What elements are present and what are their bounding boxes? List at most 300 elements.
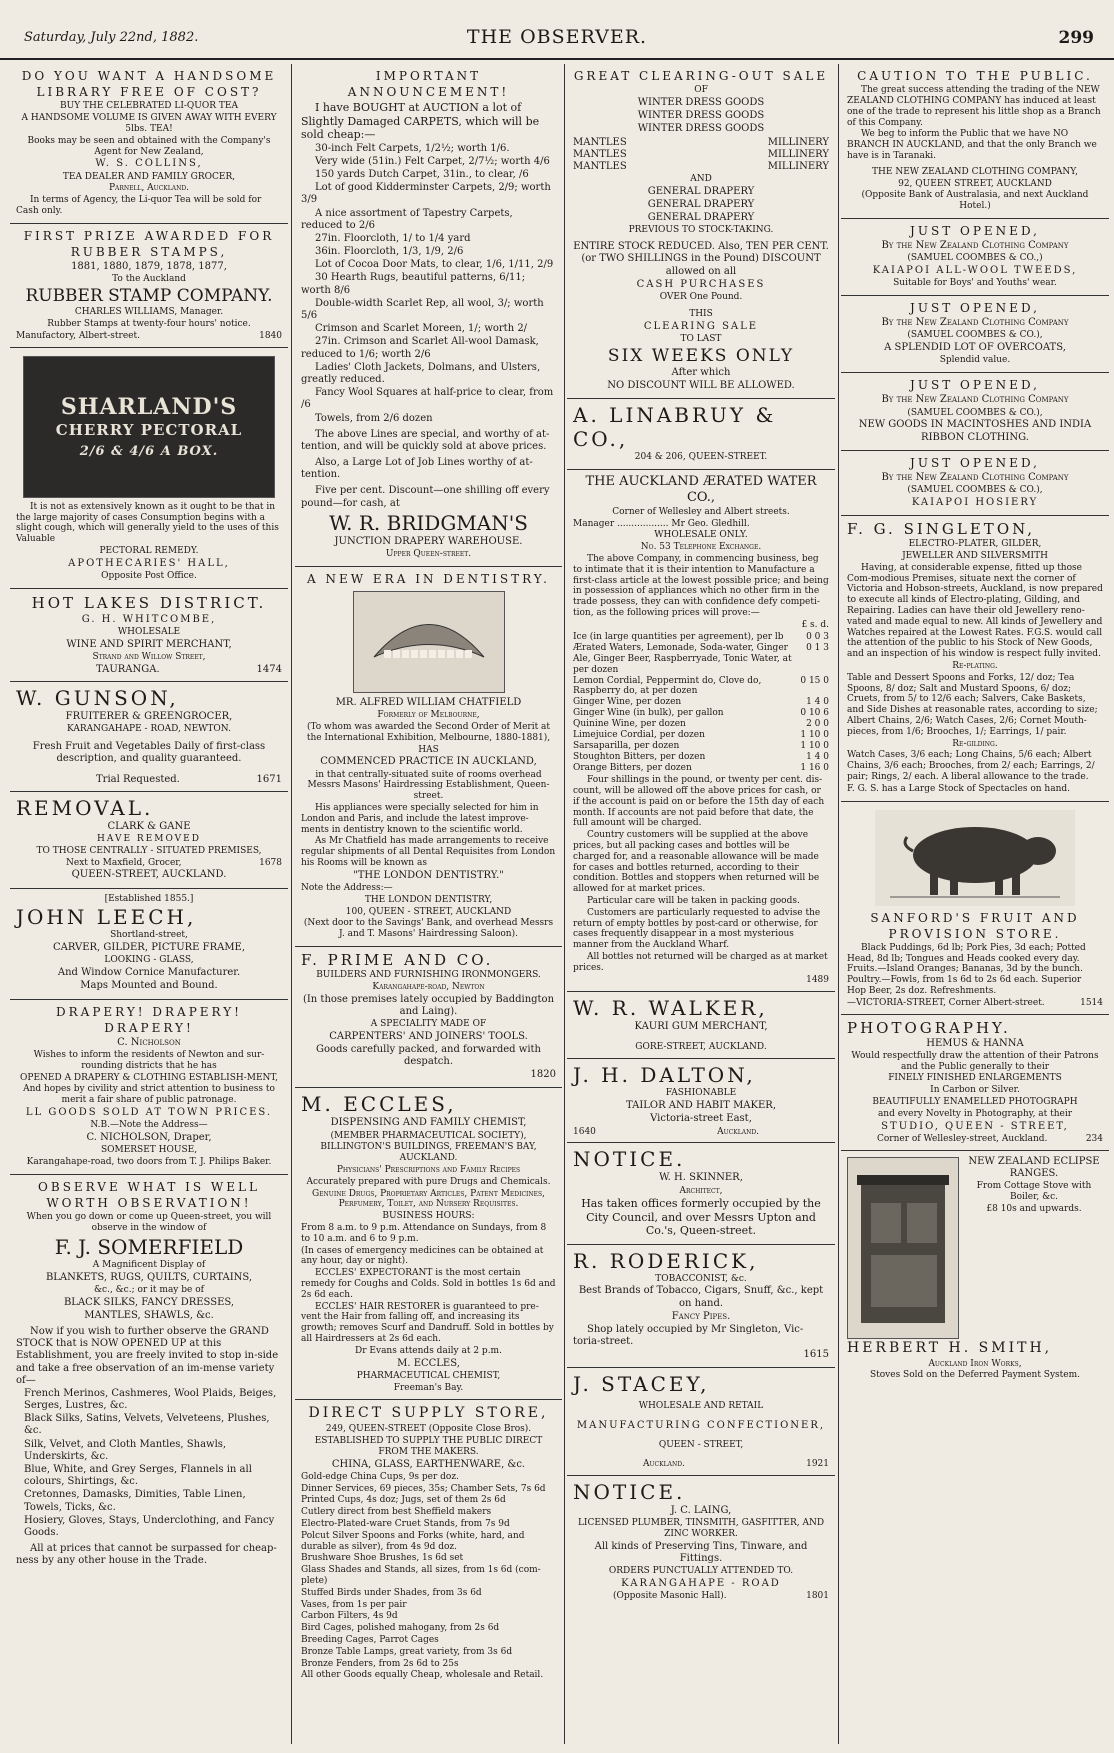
ad-line: BLANKETS, RUGS, QUILTS, CURTAINS,	[45, 1271, 253, 1283]
ad-line: (In those premises lately occupied by Baddington and Laing).	[302, 993, 555, 1017]
advertiser-name: J. C. LAING,	[670, 1505, 732, 1517]
price-value: 0 15 0	[800, 675, 829, 686]
ad-line: COMMENCED PRACTICE IN AUCKLAND,	[320, 756, 537, 768]
ad-list-item: Bronze Fenders, from 2s 6d to 25s	[301, 1658, 459, 1669]
ad-list-item: Gold-edge China Cups, 9s per doz.	[301, 1471, 459, 1482]
ad-list-item: Bronze Table Lamps, great variety, from 3s 6d	[301, 1646, 513, 1657]
ad-line: WINE AND SPIRIT MERCHANT,	[66, 639, 232, 651]
price-value: 1 4 0	[806, 697, 829, 708]
ad-sanford	[841, 802, 1109, 1015]
ad-line: From 8 a.m. to 9 p.m. Attendance on Sundays, from 8 to 10 a.m. and 6 to 9 p.m.	[301, 1223, 547, 1244]
ad-line: Would respectfully draw the attention of their Patrons and the Public generally to their	[851, 1050, 1099, 1072]
ad-line: PECTORAL REMEDY.	[99, 546, 199, 557]
ad-leech	[10, 889, 288, 1000]
ad-list-item: 150 yards Dutch Carpet, 31in., to clear, /6	[315, 168, 529, 180]
price-item: Quinine Wine, per dozen	[573, 719, 686, 730]
ad-heading: JUST OPENED,	[910, 378, 1040, 393]
table-row	[573, 643, 829, 676]
ad-line: WHOLESALE AND RETAIL	[638, 1401, 764, 1412]
masthead	[0, 0, 1114, 60]
ad-list-item: French Merinos, Cashmeres, Wool Plaids, Beiges, Serges, Lustres, &c.	[24, 1387, 277, 1412]
ad-list-item: 30-inch Felt Carpets, 1/2½; worth 1/6.	[315, 142, 510, 154]
ad-number: 1514	[1080, 997, 1103, 1008]
ad-list-item: Ladies' Cloth Jackets, Dolmans, and Ulsters, greatly reduced.	[301, 361, 541, 385]
ad-footer	[16, 331, 282, 342]
ad-line: (SAMUEL COOMBES & CO.),	[907, 407, 1043, 418]
ad-line: Black Puddings, 6d lb; Pork Pies, 3d each; Potted Head, 8d lb; Tongues and Heads cooked every day. Fruits.—Island Oranges; Bananas, 3d by the bunch. Poultry.—Fowls, from 1s 6d to 2s 6d each. Superior Hop Beer, 2s doz. Refreshments.	[847, 942, 1086, 997]
ad-line: KARANGAHAPE - ROAD	[621, 1577, 781, 1589]
ad-line: C. NICHOLSON, Draper,	[86, 1132, 212, 1144]
ad-pair-row	[573, 137, 829, 149]
ad-line: WINTER DRESS GOODS	[637, 123, 765, 135]
ad-line: WHOLESALE	[117, 627, 181, 638]
ad-line: Dr Evans attends daily at 2 p.m.	[355, 1345, 502, 1356]
ad-line: FINELY FINISHED ENLARGEMENTS	[888, 1073, 1062, 1084]
ad-heading: JUST OPENED,	[910, 301, 1040, 316]
ad-just-opened-2	[841, 296, 1109, 373]
ad-removal	[10, 792, 288, 889]
ad-line: MANTLES	[573, 160, 627, 172]
label-text: SHARLAND'S	[60, 394, 238, 421]
ad-line: Stoves Sold on the Deferred Payment System.	[869, 1370, 1081, 1381]
price-table	[573, 632, 829, 775]
price-columns: £ s. d.	[801, 619, 829, 630]
table-row	[573, 632, 829, 643]
ad-heading: IMPORTANT ANNOUNCEMENT!	[347, 69, 510, 100]
ad-footer	[573, 1127, 829, 1138]
ad-line: 249, QUEEN-STREET (Opposite Close Bros).	[325, 1424, 532, 1435]
ad-line: FRUITERER & GREENGROCER,	[65, 711, 233, 723]
ad-just-opened-3	[841, 373, 1109, 451]
ad-line: CASH PURCHASES	[636, 278, 766, 290]
ad-line: Five per cent. Discount—one shilling off every pound—for cash, at	[301, 485, 550, 509]
ad-line: MILLINERY	[767, 136, 829, 148]
ad-number: 1678	[259, 857, 282, 868]
ad-heading: JUST OPENED,	[910, 455, 1040, 470]
ad-heading: NEW ZEALAND ECLIPSE RANGES.	[968, 1155, 1100, 1179]
ad-skinner	[567, 1143, 835, 1244]
ad-heading: HERBERT H. SMITH,	[847, 1339, 1053, 1356]
ad-list-item: Crimson and Scarlet Moreen, 1/; worth 2/	[315, 323, 528, 335]
ad-line: THE LONDON DENTISTRY,	[364, 894, 493, 905]
price-item: Ice (in large quantities per agreement), per lb	[573, 631, 784, 642]
ad-line: NO DISCOUNT WILL BE ALLOWED.	[607, 380, 795, 392]
ad-line: Table and Dessert Spoons and Forks, 12/ doz; Tea Spoons, 8/ doz; Salt and Mustard Spoons, 6/ doz; Cruets, from 5/ to 12/6 each; Salvers, Cake Baskets, and Side Dishes at reasonable rates, according to size; Albert Chains, 2/6; Watch Cases, 2/6; Cornet Mouth-pieces, from 1/6; Brooches, 1/; Earrings, 1/ pair.	[847, 672, 1098, 737]
ad-line: CHARLES WILLIAMS, Manager.	[74, 307, 224, 318]
ad-heading: PHOTOGRAPHY.	[847, 1018, 1011, 1037]
price-value: 1 4 0	[806, 752, 829, 763]
ad-heading: NOTICE.	[573, 1147, 686, 1172]
ad-number: 1489	[806, 974, 829, 985]
ad-line: LL GOODS SOLD AT TOWN PRICES.	[25, 1107, 273, 1119]
ad-line: [Established 1855.]	[104, 893, 194, 904]
ad-line: KAIAPOI ALL-WOOL TWEEDS,	[872, 265, 1078, 277]
ad-footer	[16, 858, 282, 869]
ad-number: 234	[1085, 1133, 1103, 1144]
ad-heading: THE AUCKLAND ÆRATED WATER CO.,	[585, 474, 817, 506]
ad-list-item: Lot of Cocoa Door Mats, to clear, 1/6, 1/11, 2/9	[315, 259, 554, 271]
ad-heading: JUST OPENED,	[910, 223, 1040, 238]
ad-line: The above Company, in commencing business, beg to intimate that it is their intention to Manufacture a first-class article at the lowest possible price; and being in possession of appliances which no other firm in the trade possess, they can with confidence defy competi-tion, as the following prices will prove:—	[573, 554, 829, 619]
ad-line: OPENED A DRAPERY & CLOTHING ESTABLISH-MENT,	[20, 1072, 278, 1083]
column-3	[567, 64, 835, 1744]
ad-line: &c., &c.; or it may be of	[94, 1284, 204, 1295]
ad-heading: R. RODERICK,	[573, 1248, 759, 1273]
ad-line: In terms of Agency, the Li-quor Tea will be sold for Cash only.	[16, 195, 262, 216]
ad-line: and every Novelty in Photography, at their	[877, 1108, 1073, 1119]
ad-line: Books may be seen and obtained with the Company's Agent for New Zealand,	[27, 135, 271, 157]
page-number: 299	[1058, 28, 1094, 48]
price-item: Ginger Wine, per dozen	[573, 697, 682, 708]
ad-heading: F. G. SINGLETON,	[847, 520, 1036, 539]
advertiser-name: G. H. WHITCOMBE,	[81, 614, 217, 626]
ad-line: PREVIOUS TO STOCK-TAKING.	[628, 225, 774, 236]
ad-line: Suitable for Boys' and Youths' wear.	[893, 278, 1057, 289]
ad-line: Rubber Stamps at twenty-four hours' notice.	[47, 319, 251, 330]
column-1	[10, 64, 288, 1744]
ad-walker	[567, 992, 835, 1059]
ad-line: When you go down or come up Queen-street, you will observe in the window of	[26, 1212, 272, 1233]
ad-direct-supply	[295, 1400, 562, 1687]
eclipse-top	[847, 1155, 1103, 1339]
ad-line: N.B.—Note the Address—	[90, 1120, 208, 1131]
ad-heading: LIBRARY FREE OF COST?	[36, 85, 262, 100]
column-rule	[564, 64, 565, 1744]
ad-line: WINTER DRESS GOODS	[637, 96, 765, 108]
issue-date: Saturday, July 22nd, 1882.	[24, 30, 199, 45]
ad-heading: M. ECCLES,	[301, 1092, 457, 1117]
ad-line: Wishes to inform the residents of Newton and sur-rounding districts that he has	[33, 1050, 265, 1071]
denture-illustration	[353, 591, 505, 693]
ad-list-item: Blue, White, and Grey Serges, Flannels in all colours, Shirtings, &c.	[24, 1464, 252, 1488]
ad-line: AND	[690, 174, 712, 185]
ad-line: LOOKING - GLASS,	[104, 955, 194, 966]
ad-heading: SIX WEEKS ONLY	[607, 345, 795, 366]
ad-heading: F. PRIME AND CO.	[301, 950, 494, 969]
ad-line: Upper Queen-street.	[385, 549, 472, 560]
ad-line: Best Brands of Tobacco, Cigars, Snuff, &c., kept on hand.	[578, 1285, 824, 1309]
column-rule	[838, 64, 839, 1744]
ad-line: All bottles not returned will be charged as at market prices.	[573, 951, 828, 973]
ad-line: Re-plating.	[952, 660, 998, 671]
ad-line: 204 & 206, QUEEN-STREET.	[634, 452, 768, 463]
ad-heading: NOTICE.	[573, 1480, 686, 1505]
ad-line: Now if you wish to further observe the GRAND STOCK that is NOW OPENED UP at this Establishment, you are freely invited to stop in-side and take a free observation of an im-mense variety of—	[16, 1325, 279, 1386]
ad-line: By the New Zealand Clothing Company	[881, 240, 1069, 252]
ad-line: TO THOSE CENTRALLY - SITUATED PREMISES,	[36, 845, 262, 856]
ad-line: PHARMACEUTICAL CHEMIST,	[356, 1370, 501, 1381]
ad-drapery	[10, 1000, 288, 1175]
ad-line: M. ECCLES,	[397, 1357, 460, 1369]
ad-heading: REMOVAL.	[16, 795, 154, 820]
ad-singleton	[841, 516, 1109, 801]
advertiser-name: F. J. SOMERFIELD	[54, 1234, 244, 1259]
denture-icon	[364, 602, 494, 682]
ad-number: 1820	[530, 1069, 556, 1081]
ad-line: To the Auckland	[112, 274, 186, 285]
ad-line: And hopes by civility and strict attention to business to merit a fair share of public patronage.	[23, 1084, 275, 1106]
ad-just-opened-1	[841, 219, 1109, 296]
ad-line: JUNCTION DRAPERY WAREHOUSE.	[334, 535, 523, 547]
ad-line: (Opposite Bank of Australasia, and next Auckland Hotel.)	[861, 190, 1089, 212]
ad-heading: J. STACEY,	[573, 1372, 710, 1397]
ad-line: "THE LONDON DENTISTRY."	[353, 869, 504, 881]
price-value: 1 10 0	[800, 741, 829, 752]
advertiser-name: APOTHECARIES' HALL,	[68, 557, 230, 569]
ad-line: And Window Cornice Manufacturer.	[57, 967, 241, 979]
newspaper-title: THE OBSERVER.	[466, 26, 648, 48]
ad-line: MANTLES	[573, 148, 627, 160]
stove-illustration	[847, 1157, 959, 1339]
label-text: CHERRY PECTORAL	[55, 421, 243, 440]
ad-line: Watch Cases, 3/6 each; Long Chains, 5/6 each; Albert Chains, 3/6 each; Brooches, from 2/ each; Earrings, 2/ pair; Rings, 2/ each. A liberal allowance to the trade.	[847, 750, 1095, 782]
ad-line: Accurately prepared with pure Drugs and Chemicals.	[306, 1176, 551, 1187]
ad-heading: A NEW ERA IN DENTISTRY.	[307, 571, 550, 586]
advertiser-name: C. Nicholson	[117, 1036, 181, 1048]
ad-eccles	[295, 1088, 562, 1400]
ad-line: (Opposite Masonic Hall).	[613, 1591, 727, 1602]
ad-line: BEAUTIFULLY ENAMELLED PHOTOGRAPH	[872, 1097, 1078, 1108]
ad-list-item: All other Goods equally Cheap, wholesale and Retail.	[301, 1670, 544, 1681]
pig-icon	[880, 813, 1070, 903]
ad-gunson	[10, 682, 288, 792]
ad-line: Goods carefully packed, and forwarded with despatch.	[316, 1043, 541, 1068]
column-4	[841, 64, 1109, 1744]
ad-number: 1840	[259, 331, 282, 342]
ad-list-item: Electro-Plated-ware Cruet Stands, from 7s 9d	[301, 1519, 510, 1529]
price-value: 2 0 0	[806, 719, 829, 730]
ad-line: HAS	[418, 744, 439, 755]
ad-line: In Carbon or Silver.	[930, 1085, 1020, 1096]
ad-list-item: Lot of good Kidderminster Carpets, 2/9; worth 3/9	[301, 182, 551, 206]
ad-list-item: 27in. Floorcloth, 1/ to 1/4 yard	[315, 232, 471, 244]
ad-line: Architect,	[679, 1185, 723, 1196]
ad-hot-lakes	[10, 589, 288, 682]
ad-line: OF	[694, 85, 708, 96]
ad-line: Shop lately occupied by Mr Singleton, Vic-toria-street.	[573, 1323, 804, 1348]
ad-line: ESTABLISHED TO SUPPLY THE PUBLIC DIRECT FROM THE MAKERS.	[314, 1436, 543, 1457]
ad-pair-row	[573, 161, 829, 173]
table-row	[573, 741, 829, 752]
ad-line: Corner of Wellesley and Albert streets.	[612, 506, 790, 517]
ad-prime	[295, 947, 562, 1089]
ad-line: Strand and Willow Street,	[92, 652, 206, 663]
ad-line: ENTIRE STOCK REDUCED. Also, TEN PER CENT. (or TWO SHILLINGS in the Pound) DISCOUNT allowed on all	[573, 241, 829, 277]
ad-list-item: Hosiery, Gloves, Stays, Underclothing, and Fancy Goods.	[24, 1514, 275, 1538]
ad-number: 1640	[573, 1126, 596, 1137]
ad-line: ORDERS PUNCTUALLY ATTENDED TO.	[608, 1566, 794, 1577]
ad-line: Karangahape-road, two doors from T. J. Philips Baker.	[26, 1157, 272, 1168]
ad-line: HAVE REMOVED	[97, 833, 201, 844]
ad-number: 1801	[806, 1591, 829, 1602]
table-row	[573, 752, 829, 763]
ad-list-item: Stuffed Birds under Shades, from 3s 6d	[301, 1587, 482, 1598]
column-rule	[291, 64, 292, 1744]
ad-line: Auckland.	[717, 1126, 759, 1137]
ad-heading: A. LINABRUY & CO.,	[573, 403, 777, 452]
table-row	[573, 763, 829, 774]
ad-line: Auckland.	[643, 1459, 685, 1470]
ad-line: We beg to inform the Public that we have NO BRANCH IN AUCKLAND, and that the only Branch we have is in Taranaki.	[847, 129, 1097, 161]
ad-line: A Magnificent Display of	[92, 1259, 206, 1270]
ad-line: I have BOUGHT at AUCTION a lot of Slightly Damaged CARPETS, which will be sold cheap:—	[301, 101, 540, 142]
ad-number: 1474	[256, 664, 282, 676]
ad-heading: W. GUNSON,	[16, 686, 179, 711]
eclipse-text	[965, 1155, 1103, 1339]
ad-list-item: Silk, Velvet, and Cloth Mantles, Shawls, Underskirts, &c.	[24, 1438, 227, 1462]
ad-line: The above Lines are special, and worthy of at-tention, and will be quickly sold at above prices.	[301, 428, 550, 452]
ad-laing	[567, 1476, 835, 1607]
ad-heading: SANFORD'S FRUIT AND PROVISION STORE.	[870, 910, 1080, 941]
ad-line: Particular care will be taken in packing goods.	[587, 896, 800, 906]
ad-line: £8 10s and upwards.	[986, 1203, 1082, 1214]
ad-line: Freeman's Bay.	[393, 1382, 464, 1393]
ad-line: Genuine Drugs, Proprietary Articles, Patent Medicines, Perfumery, Toilet, and Nursery Requisites.	[311, 1188, 546, 1210]
ad-line: MILLINERY	[767, 160, 829, 172]
ad-line: MANTLES	[573, 136, 627, 148]
ad-list-item: Very wide (51in.) Felt Carpet, 2/7½; worth 4/6	[315, 155, 550, 167]
ad-roderick	[567, 1245, 835, 1369]
ad-list-item: Cutlery direct from best Sheffield makers	[301, 1507, 492, 1518]
ad-line: (SAMUEL COOMBES & CO.),	[907, 485, 1043, 496]
ad-line: His appliances were specially selected for him in London and Paris, and include the latest improve-ments in dentistry known to the scientific world.	[301, 802, 539, 835]
price-item: Orange Bitters, per dozen	[573, 763, 692, 774]
ad-line: Maps Mounted and Bound.	[80, 980, 218, 992]
ad-footer	[16, 664, 282, 676]
table-row	[573, 708, 829, 719]
ad-line: GORE-STREET, AUCKLAND.	[635, 1041, 767, 1052]
ad-line: Formerly of Melbourne,	[377, 710, 480, 721]
ad-line: NEW GOODS IN MACINTOSHES AND INDIA RIBBON CLOTHING.	[858, 419, 1092, 443]
price-item: Sarsaparilla, per dozen	[573, 741, 680, 752]
ad-line: Fancy Pipes.	[671, 1310, 731, 1322]
table-row	[573, 719, 829, 730]
ad-line: CARVER, GILDER, PICTURE FRAME,	[52, 942, 246, 954]
ad-heading: HOT LAKES DISTRICT.	[31, 593, 267, 612]
ad-heading: GREAT CLEARING-OUT SALE	[573, 69, 829, 83]
ad-line: CARPENTERS' AND JOINERS' TOOLS.	[329, 1030, 528, 1042]
ad-heading: FIRST PRIZE AWARDED FOR RUBBER STAMPS,	[23, 228, 275, 259]
ad-line: KAURI GUM MERCHANT,	[634, 1021, 768, 1033]
table-row	[573, 676, 829, 698]
ad-heading: DRAPERY! DRAPERY! DRAPERY!	[56, 1004, 242, 1035]
ad-line: Re-gilding.	[952, 738, 998, 749]
ad-pair-row	[573, 149, 829, 161]
ad-list-item: Brushware Shoe Brushes, 1s 6d set	[301, 1553, 464, 1564]
ad-line: BUSINESS HOURS:	[382, 1211, 475, 1222]
ad-heading: DO YOU WANT A HANDSOME	[21, 69, 277, 83]
price-item: Ginger Wine (in bulk), per gallon	[573, 708, 724, 719]
ad-line: QUEEN - STREET,	[658, 1440, 744, 1451]
ad-list-item: Fancy Wool Squares at half-price to clear, from /6	[301, 387, 554, 411]
ad-line: (To whom was awarded the Second Order of Merit at the International Exhibition, Melbourne, 1880-1881),	[306, 722, 551, 743]
ad-line: in that centrally-situated suite of rooms overhead Messrs Masons' Hairdressing Establishment, Queen-street.	[307, 769, 550, 802]
ad-heading: CAUTION TO THE PUBLIC.	[857, 69, 1093, 83]
ad-list-item: 30 Hearth Rugs, beautiful patterns, 6/11; worth 8/6	[301, 272, 526, 296]
ad-line: BUY THE CELEBRATED LI-QUOR TEA	[60, 101, 238, 112]
advertiser-name: W. S. COLLINS,	[95, 158, 203, 170]
ad-line: F. G. S. has a Large Stock of Spectacles on hand.	[847, 783, 1071, 794]
ad-line: Physicians' Prescriptions and Family Recipes	[336, 1165, 521, 1176]
ad-line: The great success attending the trading of the NEW ZEALAND CLOTHING COMPANY has induced at least one of the trade to represent his little shop as a Branch of this Company.	[847, 85, 1101, 128]
ad-line: Note the Address:—	[301, 882, 393, 893]
ad-line: KAIAPOI HOSIERY	[911, 496, 1039, 508]
ad-list-item: Carbon Filters, 4s 9d	[301, 1611, 398, 1622]
ad-footer	[847, 998, 1103, 1009]
ad-line: As Mr Chatfield has made arrangements to receive regular shipments of all Dental Requisites from London his Rooms will be known as	[301, 836, 556, 868]
ad-line: DISPENSING AND FAMILY CHEMIST,	[330, 1117, 527, 1129]
ad-line: 1881, 1880, 1879, 1878, 1877,	[71, 261, 227, 273]
column-2	[295, 64, 562, 1744]
ad-line: MANUFACTURING CONFECTIONER,	[576, 1420, 826, 1432]
ad-line: 100, QUEEN - STREET, AUCKLAND	[345, 906, 512, 917]
ad-line: All at prices that cannot be surpassed for cheap-ness by any other house in the Trade.	[16, 1543, 277, 1567]
ad-line: Victoria-street East,	[650, 1113, 752, 1125]
ad-dentistry	[295, 567, 562, 947]
ad-somerfield	[10, 1175, 288, 1574]
ad-line: WINTER DRESS GOODS	[637, 110, 765, 122]
ad-line: (SAMUEL COOMBES & CO.),	[907, 330, 1043, 341]
price-value: 0 10 6	[800, 708, 829, 719]
ad-line: TAURANGA.	[96, 664, 160, 676]
company-name: RUBBER STAMP COMPANY.	[25, 286, 273, 307]
price-item: Ærated Waters, Lemonade, Soda-water, Ginger Ale, Ginger Beer, Raspberryade, Tonic Water, at per dozen	[573, 642, 792, 675]
ad-line: (In cases of emergency medicines can be obtained at any hour, day or night).	[301, 1245, 544, 1267]
ad-line: A SPECIALITY MADE OF	[370, 1018, 487, 1029]
ad-line: Auckland Iron Works,	[928, 1358, 1022, 1369]
advertiser-name: MR. ALFRED WILLIAM CHATFIELD	[335, 697, 522, 709]
price-item: Stoughton Bitters, per dozen	[573, 752, 706, 763]
advertiser-name: W. H. SKINNER,	[659, 1172, 743, 1184]
ad-line: SOMERSET HOUSE,	[100, 1145, 198, 1156]
ad-caution	[841, 64, 1109, 219]
ad-heading: J. H. DALTON,	[573, 1063, 756, 1088]
ad-line: (MEMBER PHARMACEUTICAL SOCIETY),	[330, 1130, 527, 1141]
ad-footer	[16, 774, 282, 786]
table-row	[573, 697, 829, 708]
ad-line: BLACK SILKS, FANCY DRESSES,	[63, 1296, 235, 1308]
ad-list-item: Vases, from 1s per pair	[301, 1599, 407, 1610]
ad-list-item: Bird Cages, polished mahogany, from 2s 6d	[301, 1623, 500, 1634]
ad-list-item: Black Silks, Satins, Velvets, Velveteens, Plushes, &c.	[24, 1413, 270, 1437]
ad-footer	[573, 1591, 829, 1602]
ad-line: Trial Requested.	[96, 773, 180, 785]
ad-footer	[573, 1459, 829, 1470]
ad-line: MILLINERY	[767, 148, 829, 160]
ad-line: ECCLES' HAIR RESTORER is guaranteed to pre-vent the Hair from falling off, and increasing its growth; removes Scurf and Dandruff. Sold in bottles by all Hairdressers at 2s 6d each.	[301, 1301, 554, 1344]
ad-line: A HANDSOME VOLUME IS GIVEN AWAY WITH EVERY 5lbs. TEA!	[21, 113, 277, 134]
ad-list-item: A nice assortment of Tapestry Carpets, reduced to 2/6	[301, 207, 513, 231]
ad-line: Shortland-street,	[110, 930, 188, 941]
advertiser-name: HEMUS & HANNA	[926, 1037, 1024, 1049]
ad-photography	[841, 1015, 1109, 1151]
ad-line: CLEARING SALE	[643, 320, 759, 332]
ad-line: (SAMUEL COOMBES & CO.,)	[907, 253, 1043, 264]
ad-line: Country customers will be supplied at the above prices, but all packing cases and bottles will be charged for, and a reasonable allowance will be made for cases and bottles returned, according to their condition. Bottles and stoppers when returned will be allowed for at market prices.	[573, 830, 820, 895]
label-price: 2/6 & 4/6 A BOX.	[79, 443, 219, 459]
ad-line: Corner of Wellesley-street, Auckland.	[877, 1133, 1048, 1144]
ad-line: STUDIO, QUEEN - STREET,	[881, 1120, 1069, 1132]
ad-line: Parnell, Auckland.	[108, 183, 190, 194]
ad-line: After which	[671, 366, 731, 378]
ad-list-item: Cretonnes, Damasks, Dimities, Table Linen, Towels, Ticks, &c.	[24, 1489, 246, 1513]
ad-number: 1671	[256, 773, 282, 785]
ad-line: Having, at considerable expense, fitted up those Com-modious Premises, situate next the corner of Victoria and Hobson-streets, Auckland, is now prepared to execute all kinds of Electro-plating, Gilding, and Repairing. Ladies can have their old Jewellery reno-vated and made equal to new. All kinds of Jewellery and Watches repaired at the Lowest Rates. F.G.S. would call the attention of the public to his Stock of New Goods, and an inspection of his window is respect fully invited.	[847, 562, 1103, 660]
ad-line: TOBACCONIST, &c.	[655, 1273, 747, 1284]
ad-liquor-tea	[10, 64, 288, 224]
ad-just-opened-4	[841, 451, 1109, 516]
ad-line: —VICTORIA-STREET, Corner Albert-street.	[847, 997, 1045, 1008]
